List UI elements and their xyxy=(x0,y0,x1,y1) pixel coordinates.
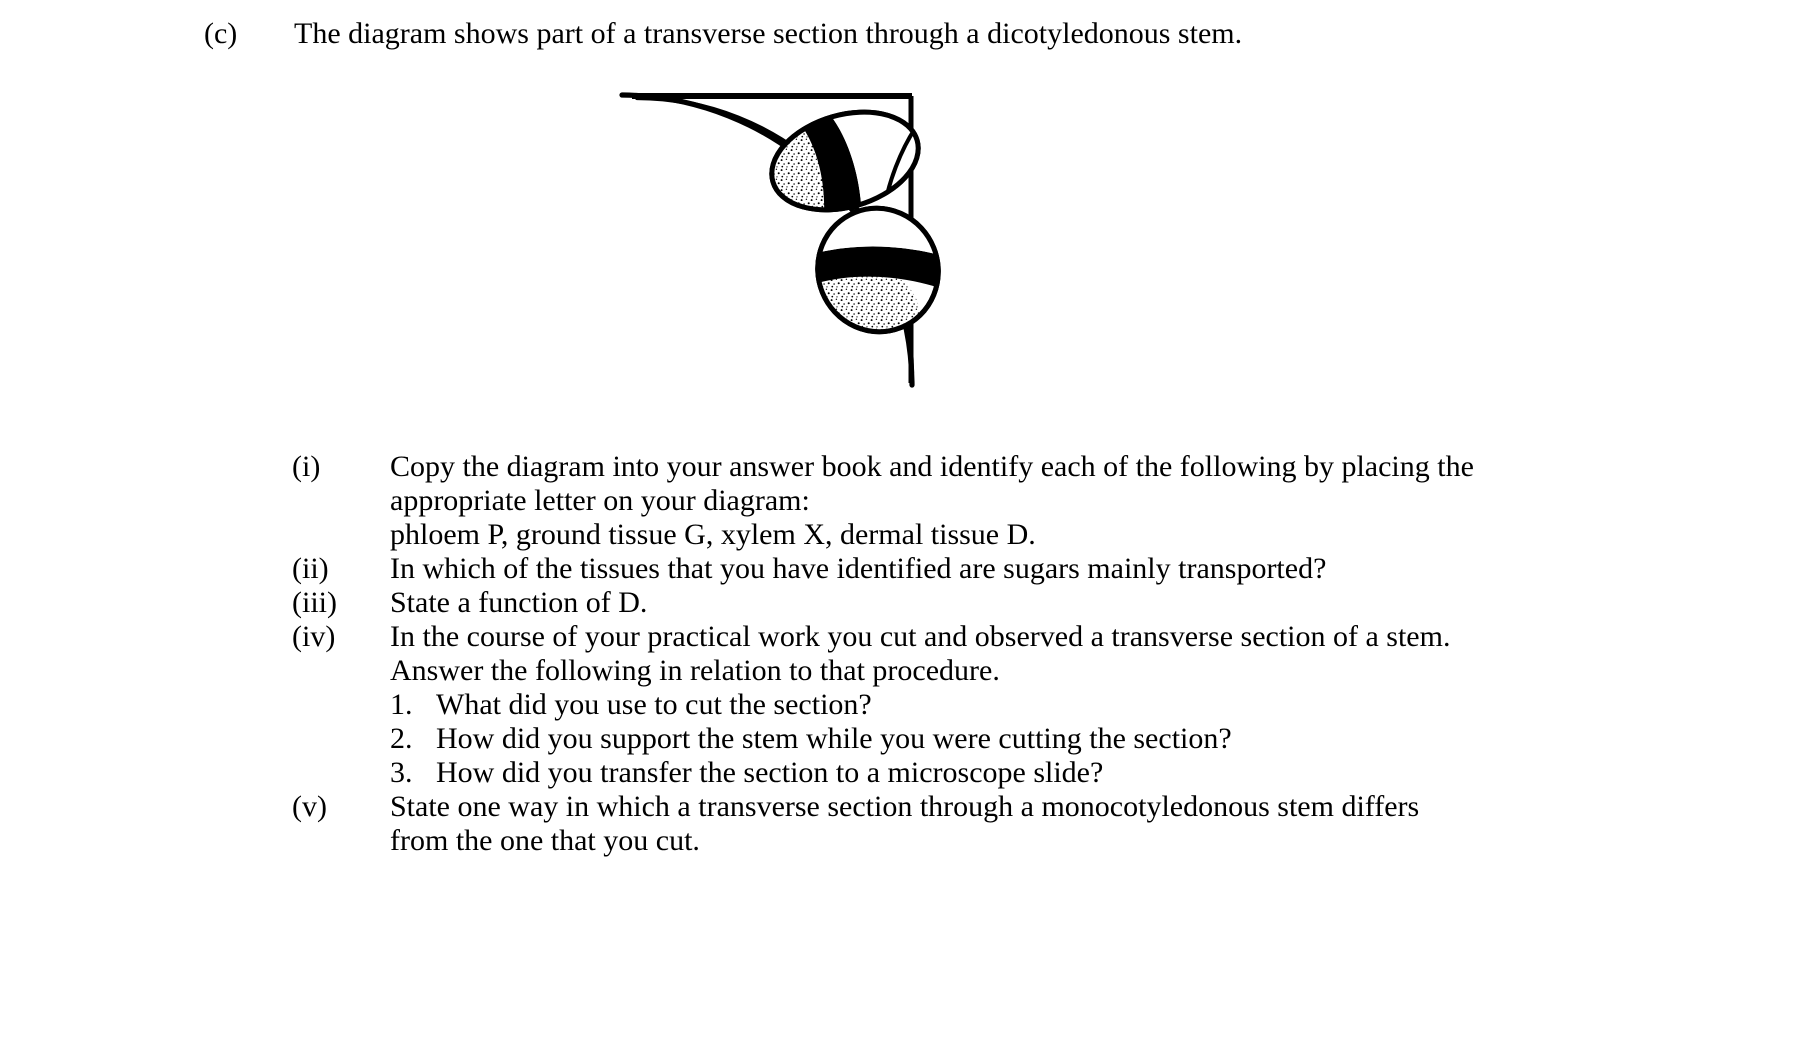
phloem-stippled-region xyxy=(796,266,920,366)
sub-question-text: What did you use to cut the section? xyxy=(436,688,872,721)
question-line: phloem P, ground tissue G, xylem X, dermal tissue D. xyxy=(390,518,1036,551)
question-number: (iv) xyxy=(292,620,336,653)
question-body xyxy=(390,450,1772,552)
vascular-bundle-lower xyxy=(796,190,957,366)
question-body xyxy=(390,586,1772,620)
part-stem-text: The diagram shows part of a transverse section through a dicotyledonous stem. xyxy=(294,17,1243,50)
question-body xyxy=(390,790,1772,858)
sub-question-text: How did you transfer the section to a microscope slide? xyxy=(436,756,1104,789)
question-number: (iii) xyxy=(292,586,337,619)
sub-question-row-2 xyxy=(390,722,1772,756)
question-row-iii xyxy=(292,586,1772,620)
question-row-iv xyxy=(292,620,1772,790)
question-row-ii xyxy=(292,552,1772,586)
question-line: appropriate letter on your diagram: xyxy=(390,484,810,517)
question-list xyxy=(292,450,1772,858)
question-line: State a function of D. xyxy=(390,586,648,619)
dicot-stem-transverse-section-svg xyxy=(600,78,960,398)
question-line: In the course of your practical work you cut and observed a transverse section of a stem. xyxy=(390,620,1451,653)
sub-question-row-3 xyxy=(390,756,1772,790)
sub-question-row-1 xyxy=(390,688,1772,722)
question-line: State one way in which a transverse section through a monocotyledonous stem differs xyxy=(390,790,1420,823)
part-c-heading xyxy=(204,14,1242,54)
part-label: (c) xyxy=(204,17,238,50)
sub-question-text: How did you support the stem while you were cutting the section? xyxy=(436,722,1232,755)
question-line: from the one that you cut. xyxy=(390,824,700,857)
question-row-i xyxy=(292,450,1772,552)
question-number: (i) xyxy=(292,450,321,483)
question-body xyxy=(390,620,1772,790)
sub-question-list xyxy=(390,688,1772,790)
sub-question-number: 2. xyxy=(390,722,413,755)
question-line: Copy the diagram into your answer book and identify each of the following by placing the xyxy=(390,450,1474,483)
stem-section-figure xyxy=(600,78,960,398)
sub-question-number: 1. xyxy=(390,688,413,721)
question-number: (v) xyxy=(292,790,327,823)
question-body xyxy=(390,552,1772,586)
question-line: Answer the following in relation to that procedure. xyxy=(390,654,1000,687)
question-row-v xyxy=(292,790,1772,858)
question-line: In which of the tissues that you have identified are sugars mainly transported? xyxy=(390,552,1327,585)
sub-question-number: 3. xyxy=(390,756,413,789)
question-number: (ii) xyxy=(292,552,329,585)
